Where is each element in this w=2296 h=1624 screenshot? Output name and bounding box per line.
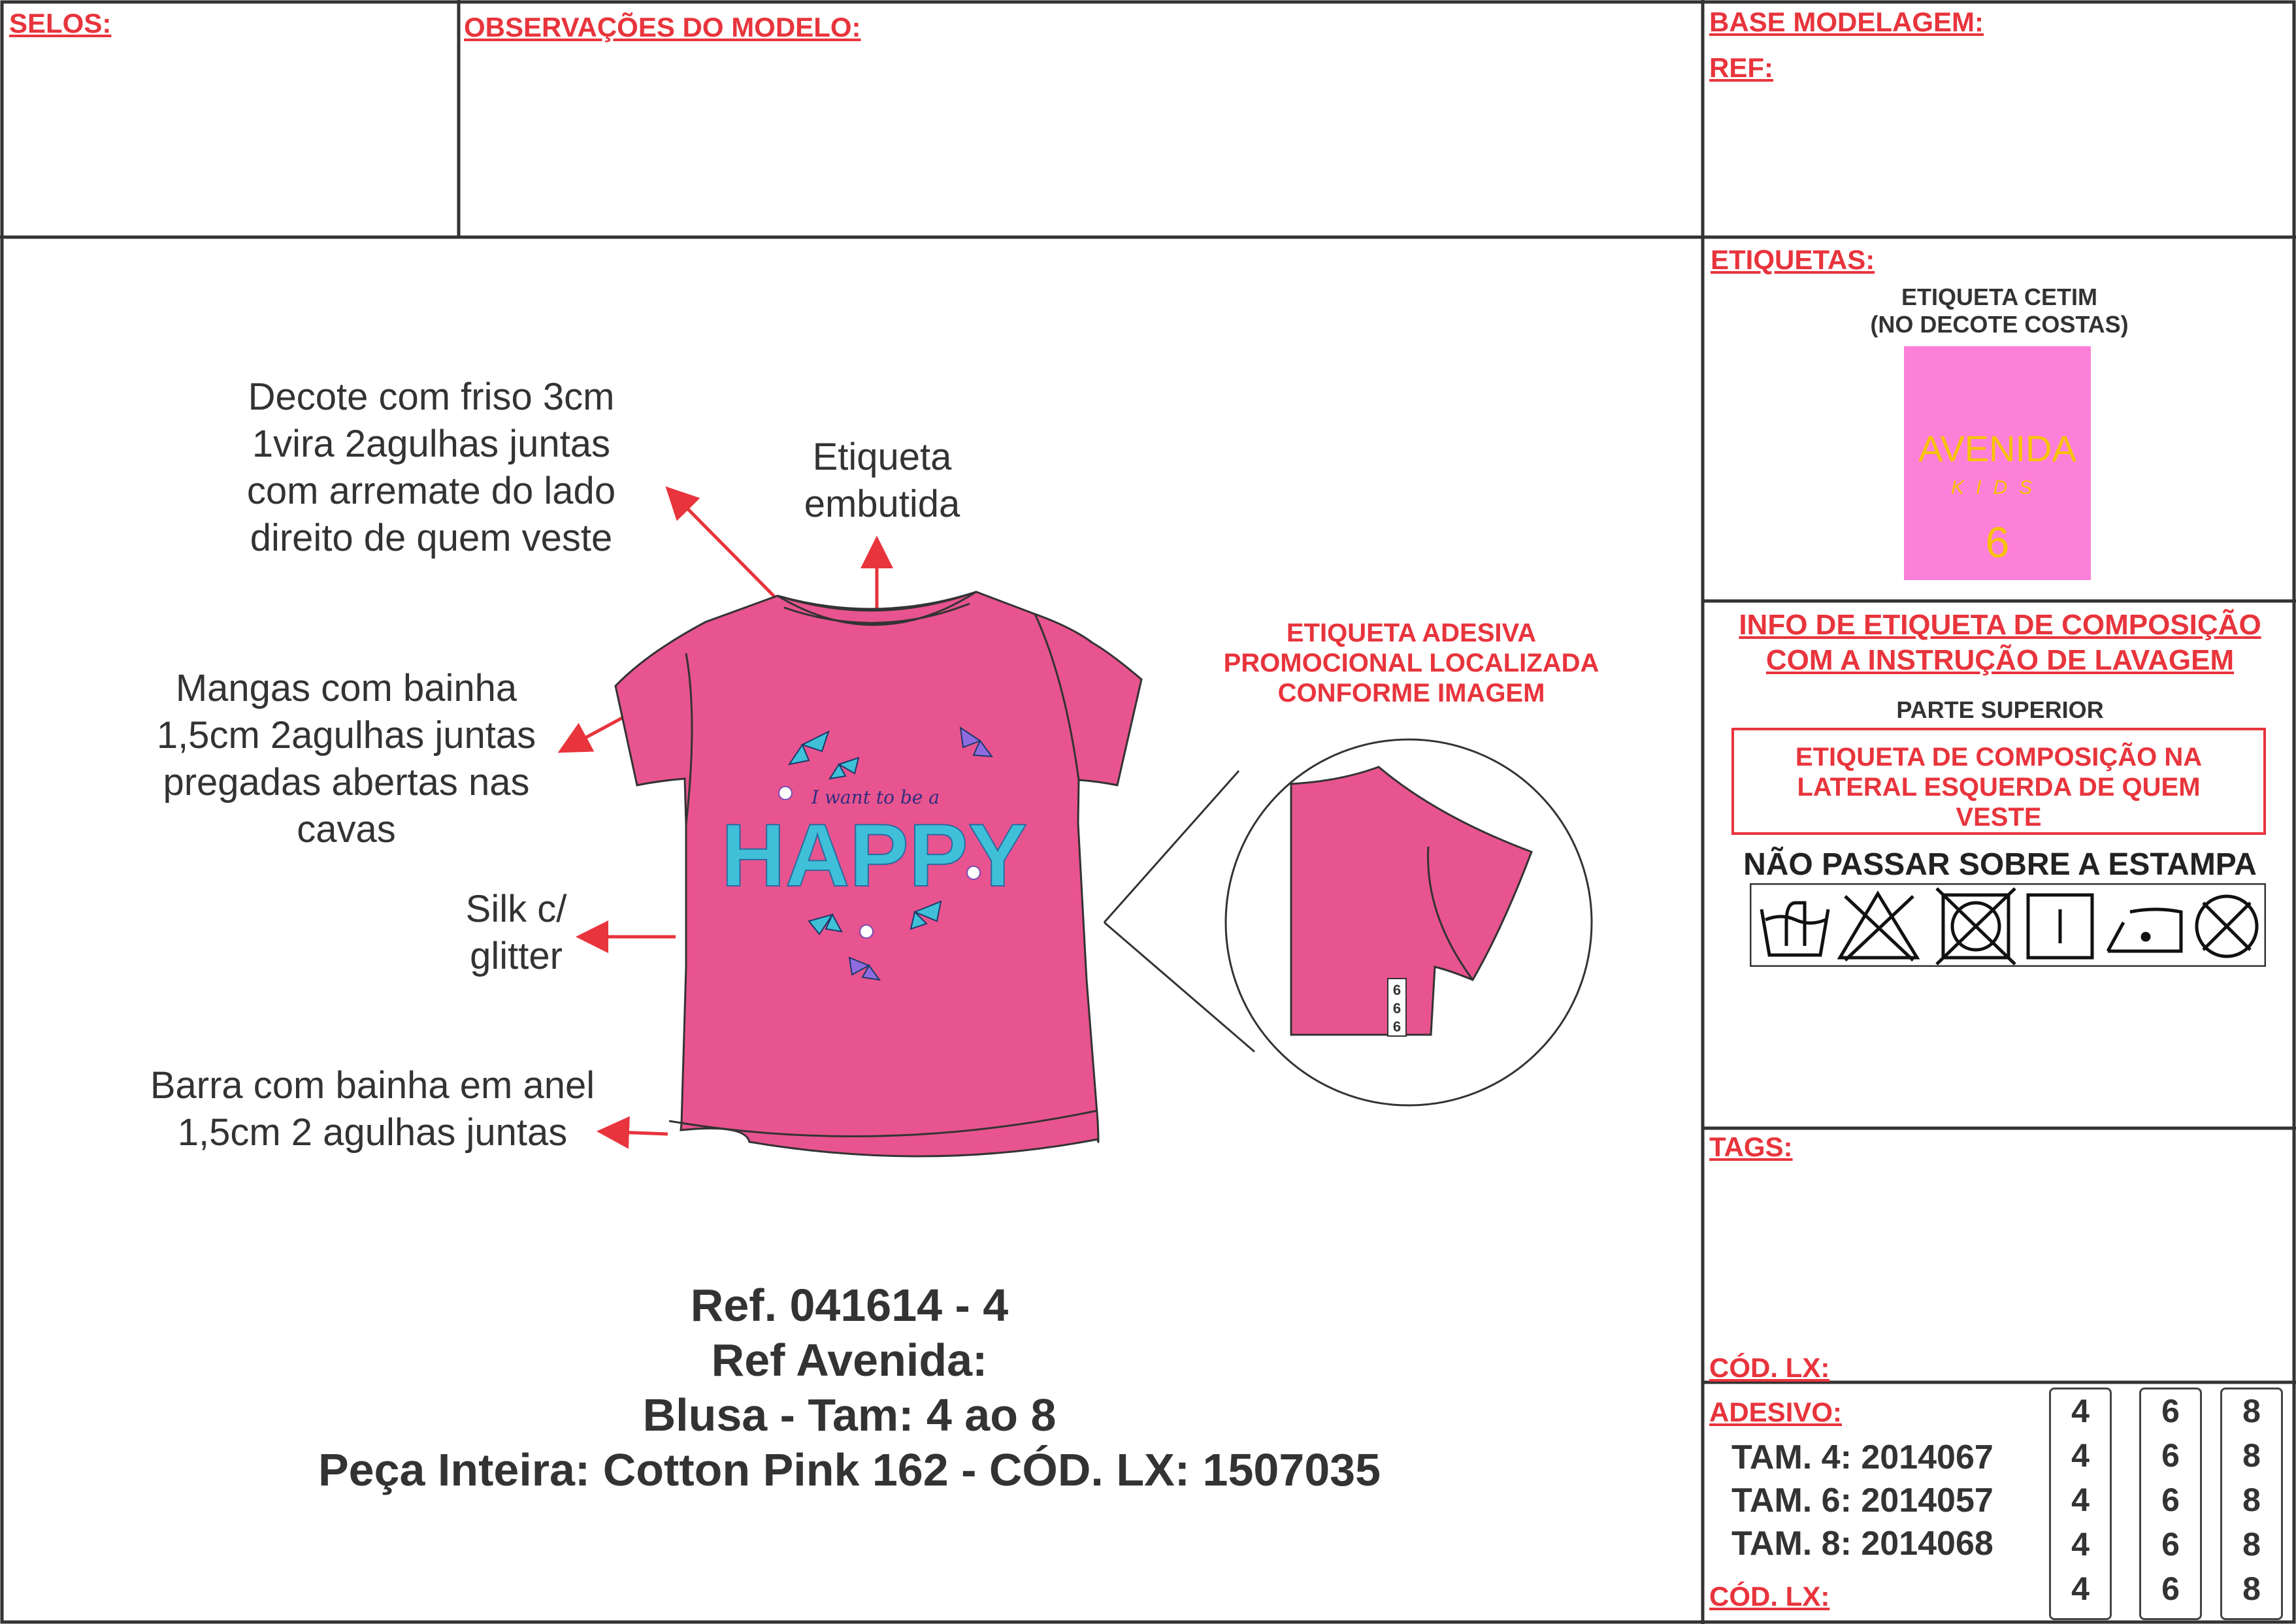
product-blusa: Blusa - Tam: 4 ao 8 [642, 1389, 1057, 1440]
nao-passar-note: NÃO PASSAR SOBRE A ESTAMPA [1743, 847, 2257, 882]
parte-superior: PARTE SUPERIOR [1896, 696, 2104, 723]
adesivo-row: TAM. 6: 2014057 [1731, 1482, 1993, 1519]
tags-label: TAGS: [1709, 1131, 1793, 1162]
mangas-note: Mangas com bainha 1,5cm 2agulhas juntas pregadas abertas nas cavas [156, 667, 536, 851]
brand-sub: KIDS [1950, 477, 2044, 498]
ref-label: REF: [1709, 52, 1773, 83]
tags-cod-lx: CÓD. LX: [1709, 1352, 1830, 1383]
brand-name: AVENIDA [1918, 428, 2076, 469]
product-peca: Peça Inteira: Cotton Pink 162 - CÓD. LX: 1507035 [318, 1444, 1381, 1495]
etiqueta-cetim-note: ETIQUETA CETIM (NO DECOTE COSTAS) [1870, 284, 2129, 338]
etiqueta-adesiva-note: ETIQUETA ADESIVA PROMOCIONAL LOCALIZADA CONFORME IMAGEM [1223, 619, 1599, 707]
zoom-size-digit: 6 [1392, 982, 1402, 998]
product-info [196, 1278, 1503, 1497]
size-column-6: 6 6 6 6 6 [2139, 1388, 2202, 1620]
composicao-title: INFO DE ETIQUETA DE COMPOSIÇÃO COM A INSTRUÇÃO DE LAVAGEM [1739, 609, 2261, 676]
barra-note: Barra com bainha em anel 1,5cm 2 agulhas juntas [150, 1064, 595, 1154]
adesivo-cod-lx: CÓD. LX: [1709, 1581, 1830, 1612]
base-modelagem-label: BASE MODELAGEM: [1709, 7, 1984, 37]
zoom-size-digit: 6 [1392, 1018, 1402, 1035]
no-dry-clean-icon [2197, 896, 2257, 956]
product-ref: Ref. 041614 - 4 [690, 1280, 1009, 1331]
etiqueta-embutida-note: Etiqueta embutida [804, 436, 960, 525]
zoom-size-digit: 6 [1392, 1000, 1402, 1016]
print-main-text: HAPPY [721, 805, 1028, 905]
decote-note: Decote com friso 3cm 1vira 2agulhas juntas com arremate do lado direito de quem veste [246, 376, 616, 559]
etiquetas-label: ETIQUETAS: [1711, 244, 1875, 275]
observacoes-label: OBSERVAÇÕES DO MODELO: [464, 12, 861, 42]
size-column-4: 4 4 4 4 4 [2049, 1388, 2112, 1620]
adesivo-rows [1731, 1436, 1993, 1565]
adesivo-row: TAM. 8: 2014068 [1731, 1525, 1993, 1563]
no-bleach-icon [1840, 894, 1917, 960]
care-instructions [1750, 883, 2266, 967]
silk-note: Silk c/ glitter [465, 888, 567, 977]
adesivo-label: ADESIVO: [1709, 1397, 1843, 1427]
composicao-box: ETIQUETA DE COMPOSIÇÃO NA LATERAL ESQUERDA DE QUEM VESTE [1731, 728, 2266, 835]
product-ref-avenida: Ref Avenida: [711, 1335, 988, 1386]
iron-low-icon [2108, 909, 2181, 951]
selos-label: SELOS: [9, 8, 112, 39]
no-tumble-dry-icon [1937, 888, 2015, 964]
adesivo-row: TAM. 4: 2014067 [1731, 1438, 1993, 1476]
size-column-8: 8 8 8 8 8 [2220, 1388, 2283, 1620]
brand-label [1904, 346, 2091, 580]
hand-wash-icon [1762, 903, 1828, 955]
print-script-text: I want to be a [812, 787, 940, 808]
brand-size: 6 [1985, 518, 2010, 566]
line-dry-icon [2028, 895, 2092, 958]
zoom-tshirt-detail [1291, 767, 1532, 1035]
